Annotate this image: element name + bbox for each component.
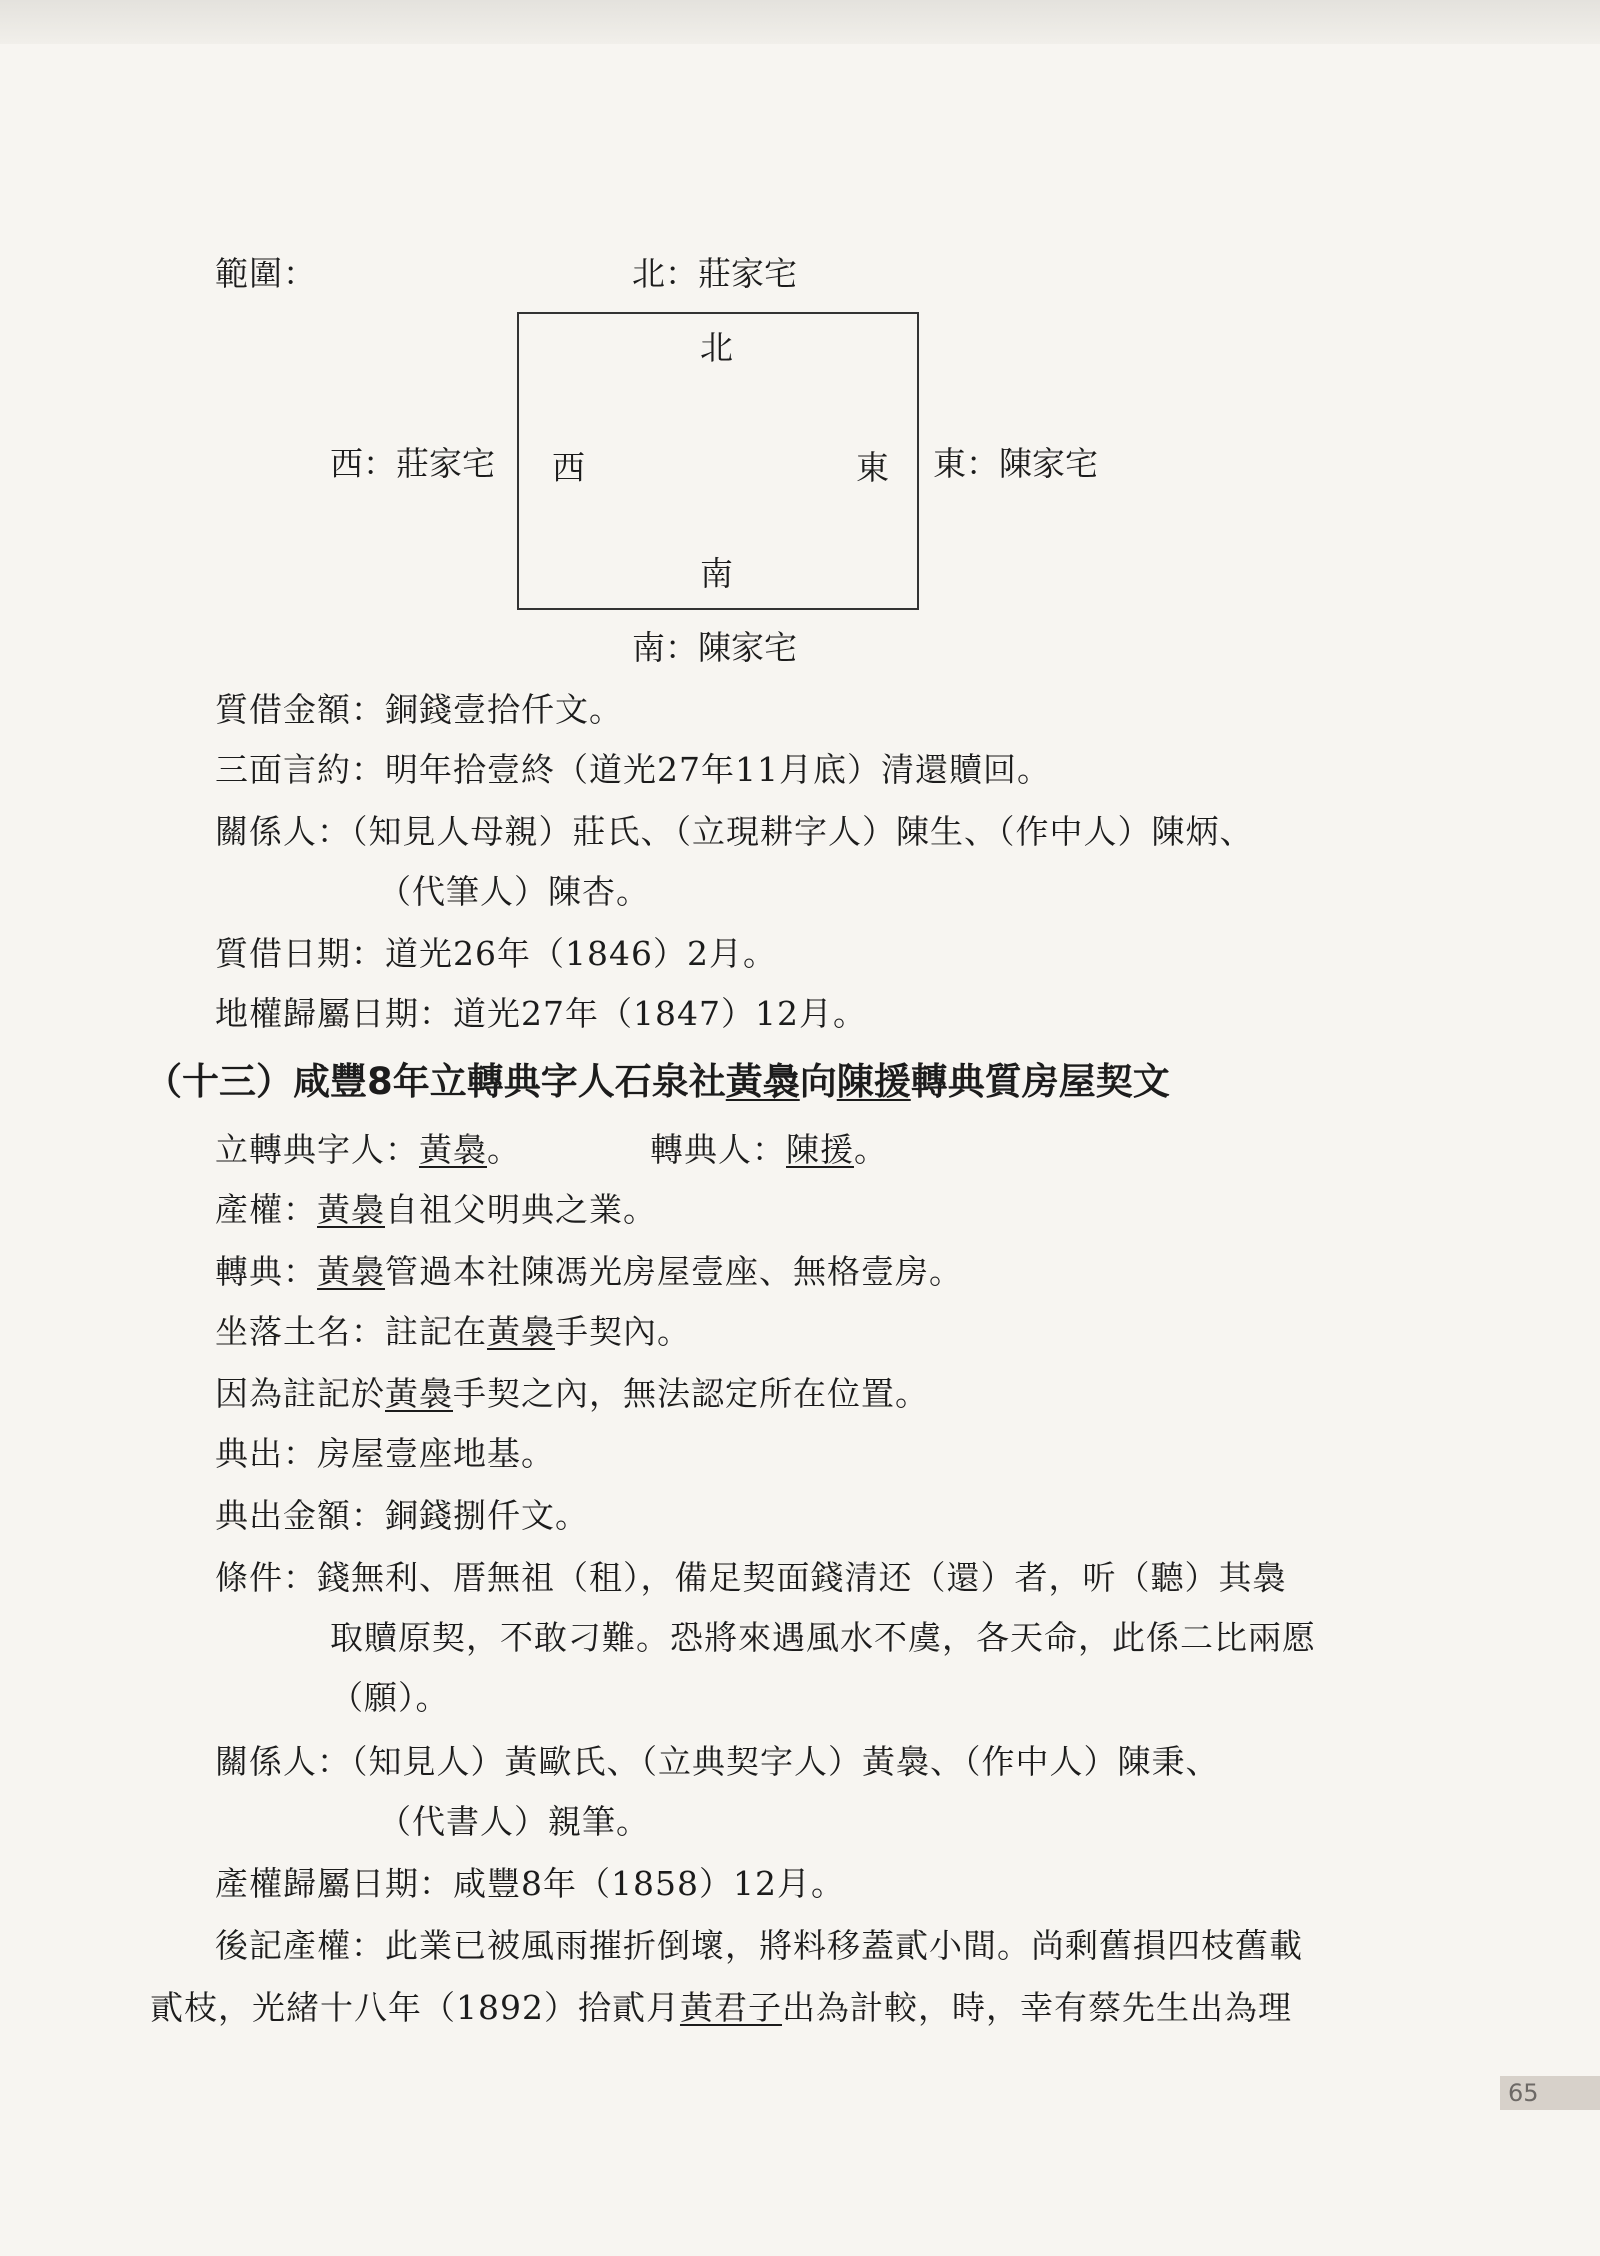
conditions-line-2: 取贖原契，不敢刁難。恐將來遇風水不虞，各天命，此係二比兩愿: [330, 1618, 1316, 1657]
heading-part: 轉典質房屋契文: [910, 1060, 1170, 1103]
loan-date: 質借日期：道光26年（1846）2月。: [215, 934, 777, 973]
property-name: 黃䙚: [317, 1190, 385, 1229]
punctuation: 。: [487, 1130, 521, 1169]
location-text: 手契內。: [555, 1312, 691, 1351]
section13-parties-line-2: （代書人）親筆。: [378, 1802, 650, 1841]
land-return-date: 地權歸屬日期：道光27年（1847）12月。: [215, 994, 867, 1033]
transfer-line: [215, 1250, 963, 1294]
heading-part: 向: [799, 1060, 837, 1103]
location-name: 黃䙚: [487, 1312, 555, 1351]
reason-name: 黃䙚: [385, 1374, 453, 1413]
pledged-line: 典出：房屋壹座地基。: [215, 1434, 555, 1473]
parties-line-2: （代筆人）陳杏。: [378, 872, 650, 911]
recipient-label: 轉典人：: [650, 1130, 786, 1169]
top-edge-band: [0, 0, 1600, 44]
postscript-line-2: [150, 1986, 1292, 2030]
page-number: 65: [1508, 2079, 1539, 2107]
parties-line-1: 關係人：（知見人母親）莊氏、（立現耕字人）陳生、（作中人）陳炳、: [215, 812, 1254, 851]
conditions-line-1: 條件：錢無利、厝無祖（租），備足契面錢清还（還）者，听（聽）其䙚: [215, 1558, 1287, 1597]
punctuation: 。: [854, 1130, 888, 1169]
reason-line: [215, 1372, 929, 1416]
writer-name: 黃䙚: [419, 1130, 487, 1169]
conditions-line-3: （願）。: [330, 1678, 450, 1717]
postscript-text: 出為計較，時，幸有蔡先生出為理: [781, 1988, 1292, 2027]
reason-text: 因為註記於: [215, 1374, 385, 1413]
postscript-line-1: 後記產權：此業已被風雨摧折倒壞，將料移蓋貳小間。尚剩舊損四枝舊載: [215, 1926, 1303, 1965]
outer-west-label: 西：莊家宅: [330, 444, 495, 483]
loan-amount: 質借金額：銅錢壹拾仟文。: [215, 690, 623, 729]
location-label: 坐落土名：註記在: [215, 1312, 487, 1351]
inner-west-label: 西: [552, 448, 585, 487]
recipient-name: 陳援: [786, 1130, 854, 1169]
heading-name-huang: 黃䙚: [725, 1060, 800, 1103]
reason-text: 手契之內，無法認定所在位置。: [453, 1374, 929, 1413]
heading-name-chen: 陳援: [836, 1060, 911, 1103]
section13-parties-line-1: 關係人：（知見人）黃歐氏、（立典契字人）黃䙚、（作中人）陳秉、: [215, 1742, 1220, 1781]
ownership-date-line: 產權歸屬日期：咸豐8年（1858）12月。: [215, 1864, 845, 1903]
writer-line: [215, 1128, 521, 1172]
location-line: [215, 1310, 691, 1354]
pledge-amount-line: 典出金額：銅錢捌仟文。: [215, 1496, 589, 1535]
property-text: 自祖父明典之業。: [385, 1190, 657, 1229]
outer-south-label: 南：陳家宅: [632, 628, 797, 667]
writer-label: 立轉典字人：: [215, 1130, 419, 1169]
outer-east-label: 東：陳家宅: [933, 444, 1098, 483]
agreement: 三面言約：明年拾壹終（道光27年11月底）清還贖回。: [215, 750, 1051, 789]
transfer-label: 轉典：: [215, 1252, 317, 1291]
transfer-name: 黃䙚: [317, 1252, 385, 1291]
property-label: 產權：: [215, 1190, 317, 1229]
outer-north-label: 北：莊家宅: [632, 254, 797, 293]
inner-east-label: 東: [856, 448, 889, 487]
section-13-heading: [145, 1058, 1170, 1106]
postscript-name: 黃君子: [679, 1988, 782, 2027]
transfer-text: 管過本社陳馮光房屋壹座、無格壹房。: [385, 1252, 963, 1291]
postscript-text: 貳枝，光緒十八年（1892）拾貳月: [150, 1988, 680, 2027]
property-line: [215, 1188, 657, 1232]
heading-part: （十三）咸豐8年立轉典字人石泉社: [145, 1060, 726, 1103]
scope-label: 範圍：: [215, 254, 317, 293]
recipient-line: [650, 1128, 888, 1172]
inner-north-label: 北: [700, 328, 733, 367]
inner-south-label: 南: [700, 554, 733, 593]
